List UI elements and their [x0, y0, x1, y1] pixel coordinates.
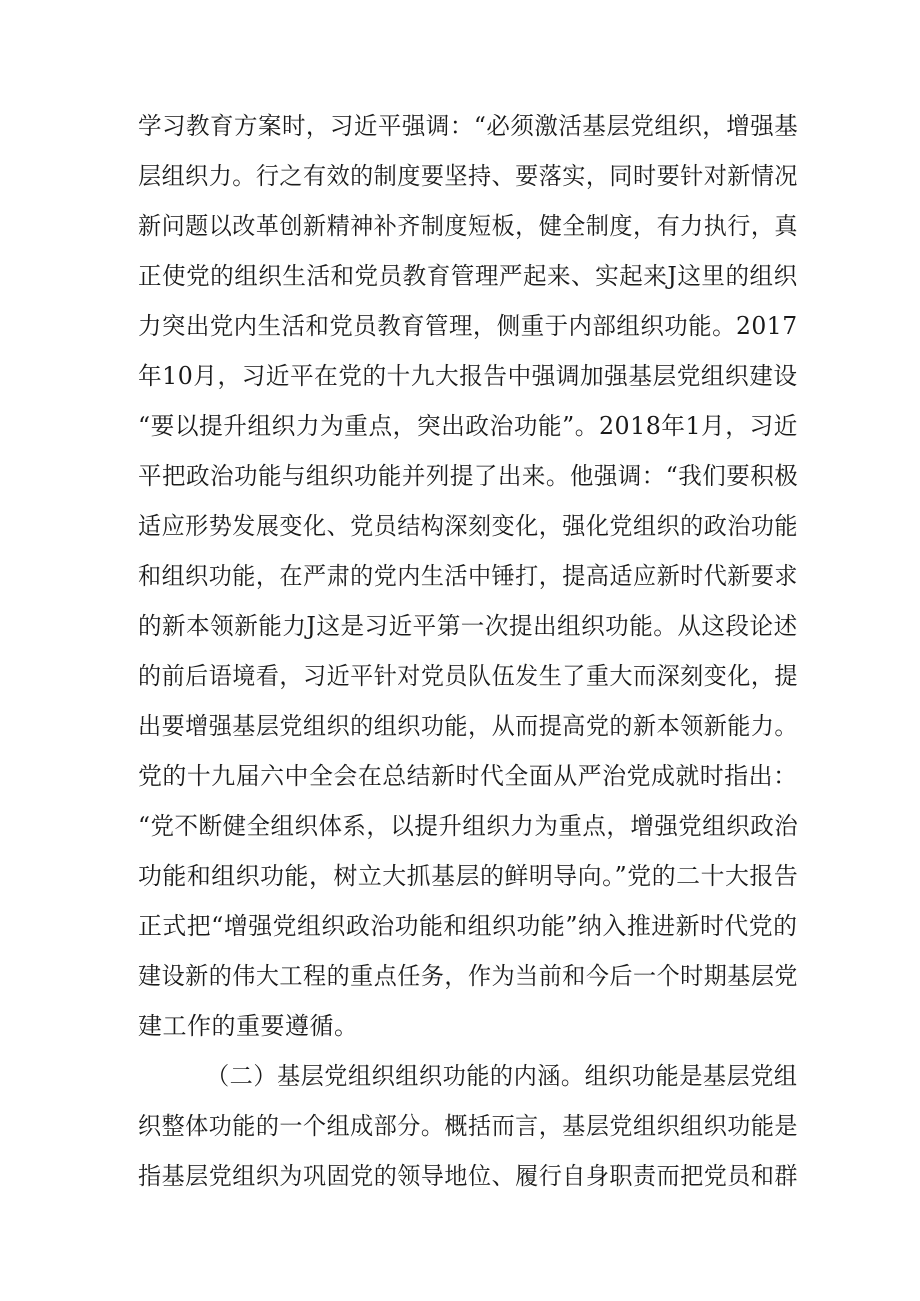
paragraph-line: 建设新的伟大工程的重点任务，作为当前和今后一个时期基层党	[138, 962, 798, 990]
paragraph-line: 功能和组织功能，树立大抓基层的鲜明导向。”党的二十大报告	[138, 862, 799, 890]
paragraph-line: 的前后语境看，习近平针对党员队伍发生了重大而深刻变化，提	[138, 662, 798, 690]
paragraph-line: 年10月，习近平在党的十九大报告中强调加强基层党组织建设	[138, 362, 798, 390]
paragraph-line: 正式把“增强党组织政治功能和组织功能”纳入推进新时代党的	[138, 912, 798, 940]
paragraph-line: 建工作的重要遵循。	[138, 1012, 359, 1040]
paragraph-line: 力突出党内生活和党员教育管理，侧重于内部组织功能。2017	[138, 312, 798, 340]
paragraph-line: 和组织功能，在严肃的党内生活中锤打，提高适应新时代新要求	[138, 562, 798, 590]
paragraph-line: 新问题以改革创新精神补齐制度短板，健全制度，有力执行，真	[138, 212, 798, 240]
paragraph-line: “要以提升组织力为重点，突出政治功能”。2018年1月，习近	[138, 412, 798, 440]
paragraph-line: （二）基层党组织组织功能的内涵。组织功能是基层党组	[206, 1062, 798, 1090]
paragraph-line: 正使党的组织生活和党员教育管理严起来、实起来J这里的组织	[138, 262, 798, 290]
paragraph-2	[138, 1055, 798, 1205]
paragraph-line: 指基层党组织为巩固党的领导地位、履行自身职责而把党员和群	[138, 1162, 798, 1190]
paragraph-line: 平把政治功能与组织功能并列提了出来。他强调：“我们要积极	[138, 462, 799, 490]
paragraph-1	[138, 105, 799, 1040]
paragraph-line: “党不断健全组织体系，以提升组织力为重点，增强党组织政治	[138, 812, 799, 840]
paragraph-line: 层组织力。行之有效的制度要坚持、要落实，同时要针对新情况	[138, 162, 798, 190]
paragraph-line: 的新本领新能力J这是习近平第一次提出组织功能。从这段论述	[138, 612, 798, 640]
paragraph-line: 党的十九届六中全会在总结新时代全面从严治党成就时指出：	[138, 762, 798, 790]
paragraph-line: 学习教育方案时，习近平强调：“必须激活基层党组织，增强基	[138, 112, 799, 140]
paragraph-line: 出要增强基层党组织的组织功能，从而提高党的新本领新能力。	[138, 712, 798, 740]
paragraph-line: 织整体功能的一个组成部分。概括而言，基层党组织组织功能是	[138, 1112, 798, 1140]
paragraph-line: 适应形势发展变化、党员结构深刻变化，强化党组织的政治功能	[138, 512, 798, 540]
